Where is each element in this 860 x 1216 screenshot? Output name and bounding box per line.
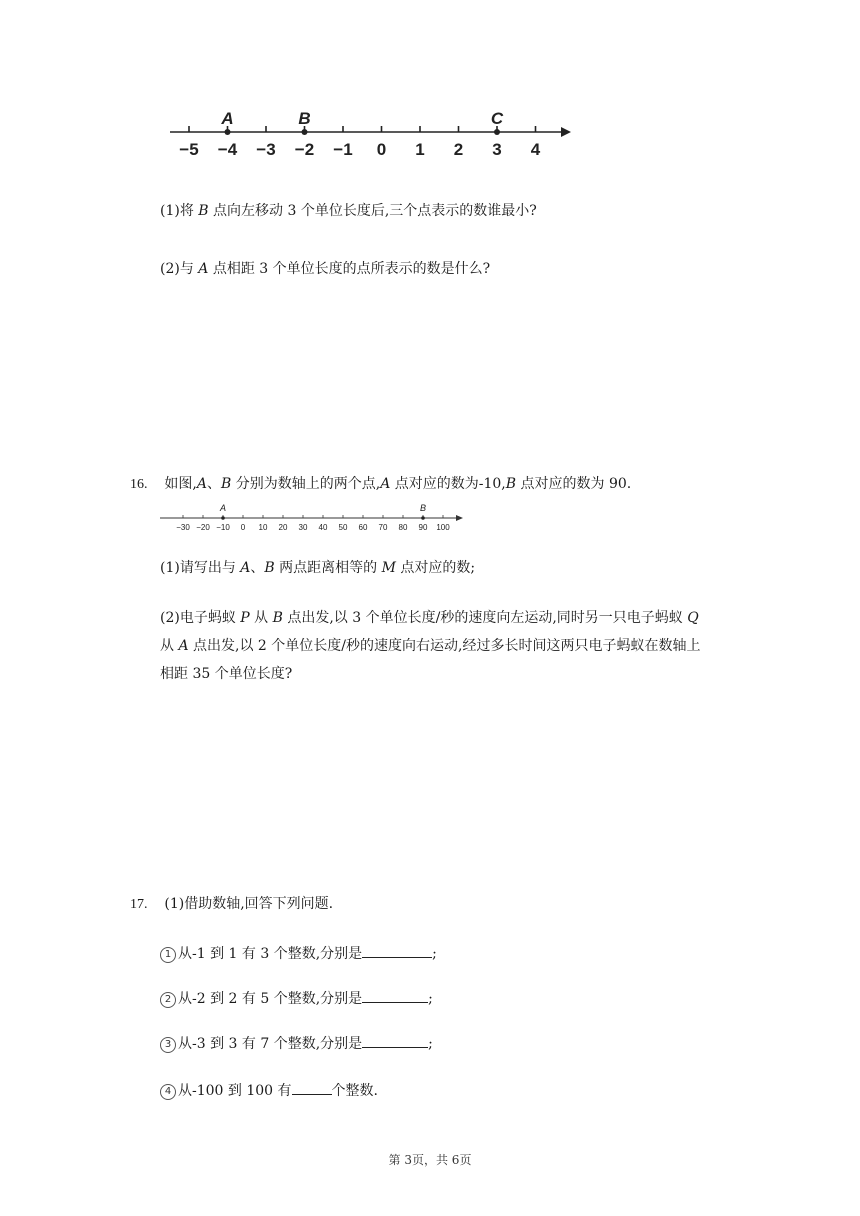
- tick-label: 60: [358, 523, 368, 532]
- tick-label: −30: [176, 523, 190, 532]
- tick-label: 3: [492, 140, 502, 159]
- q16-part1-var: A: [240, 560, 251, 576]
- tick-label: 1: [415, 140, 425, 159]
- tick-label: −10: [216, 523, 230, 532]
- tick-label: −4: [217, 140, 238, 159]
- tick-label: 70: [378, 523, 388, 532]
- tick-label: −5: [179, 140, 199, 159]
- tick-label: 80: [398, 523, 408, 532]
- q17-item-end: 个整数.: [331, 1083, 378, 1099]
- tick-label: 30: [298, 523, 308, 532]
- point-b: [421, 516, 425, 520]
- q15-part1: [160, 200, 537, 220]
- circled-number-icon: 3: [160, 1037, 176, 1053]
- q16-part2-line1: [160, 607, 699, 627]
- tick-label: 0: [240, 523, 246, 532]
- q16-part2-text: 从: [249, 610, 273, 626]
- q15-part2-text-b: 点相距 3 个单位长度的点所表示的数是什么?: [208, 261, 491, 277]
- answer-blank[interactable]: [292, 1080, 332, 1095]
- q16-part2-var: B: [272, 610, 283, 626]
- q16-part2-text: 点出发,以 3 个单位长度/秒的速度向左运动,同时另一只电子蚂蚁: [282, 610, 688, 626]
- q15-part2: [160, 258, 490, 278]
- q16-part2-var: Q: [687, 610, 699, 626]
- q15-part2-var: A: [198, 261, 209, 277]
- point-label-b: B: [298, 109, 311, 128]
- q17-item-3: [160, 1033, 433, 1053]
- tick-label: −3: [256, 140, 276, 159]
- tick-label: 10: [258, 523, 268, 532]
- q16-stem-var: B: [505, 476, 517, 492]
- q17-stem: [130, 893, 333, 913]
- q16-stem-var: A: [196, 476, 207, 492]
- tick-label: 100: [436, 523, 450, 532]
- point-c: [494, 129, 500, 135]
- tick-label: −1: [333, 140, 353, 159]
- q17-item-text: 从-3 到 3 有 7 个整数,分别是: [178, 1036, 363, 1052]
- q16-part1: [160, 557, 475, 577]
- tick-label: 40: [318, 523, 328, 532]
- q16-part1-text: 点对应的数;: [395, 560, 476, 576]
- circled-number-icon: 2: [160, 992, 176, 1008]
- page-footer: 第 3页，共 6页: [388, 1153, 472, 1167]
- answer-blank[interactable]: [362, 988, 428, 1003]
- number-line-2: [158, 500, 468, 536]
- q16-number: 16.: [130, 477, 148, 492]
- number-line-1-arrow: [561, 127, 571, 137]
- q16-stem-part: 如图,: [164, 476, 197, 492]
- q16-part1-var: B: [264, 560, 275, 576]
- point-b: [302, 129, 308, 135]
- q16-part2-text: 点出发,以 2 个单位长度/秒的速度向右运动,经过多长时间这两只电子蚂蚁在数轴上: [188, 638, 701, 654]
- circled-number-icon: 4: [160, 1084, 176, 1100]
- q17-item-text: 从-100 到 100 有: [178, 1083, 292, 1099]
- point-label-b: B: [419, 503, 427, 513]
- tick-label: 0: [376, 140, 387, 159]
- q15-part1-var: B: [198, 203, 209, 219]
- q17-item-end: ;: [428, 991, 433, 1007]
- answer-blank[interactable]: [362, 943, 432, 958]
- number-line-2-arrow: [456, 515, 463, 521]
- q17-item-4: [160, 1080, 378, 1100]
- q16-stem-part: 、: [206, 476, 221, 492]
- tick-label: −20: [196, 523, 210, 532]
- q16-part2-var: A: [178, 638, 189, 654]
- tick-label: 90: [418, 523, 428, 532]
- tick-label: 50: [338, 523, 348, 532]
- q17-item-end: ;: [428, 1036, 433, 1052]
- q16-part1-var: M: [381, 560, 396, 576]
- q16-part2-text: (2)电子蚂蚁: [160, 610, 241, 626]
- tick-label: 4: [530, 140, 541, 159]
- point-label-c: C: [490, 109, 504, 128]
- q16-part2-text: 从: [160, 638, 179, 654]
- point-a: [221, 516, 225, 520]
- q16-stem-var: A: [380, 476, 391, 492]
- q16-stem-var: B: [220, 476, 232, 492]
- q17-item-1: [160, 943, 437, 963]
- q16-part1-text: 两点距离相等的: [274, 560, 382, 576]
- q16-part2-text: 相距 35 个单位长度?: [160, 666, 293, 682]
- answer-blank[interactable]: [362, 1033, 428, 1048]
- q17-item-text: 从-1 到 1 有 3 个整数,分别是: [178, 946, 363, 962]
- q16-stem-part: 点对应的数为-10,: [390, 476, 506, 492]
- q16-part1-text: 、: [250, 560, 265, 576]
- q17-item-2: [160, 988, 433, 1008]
- circled-number-icon: 1: [160, 947, 176, 963]
- q15-part1-text-b: 点向左移动 3 个单位长度后,三个点表示的数谁最小?: [208, 203, 537, 219]
- point-a: [225, 129, 231, 135]
- number-line-1: [165, 100, 585, 170]
- q16-part2-line2: [160, 635, 700, 655]
- q16-part2-line3: [160, 663, 292, 683]
- q15-part2-text-a: (2)与: [160, 261, 199, 277]
- q16-stem-part: 点对应的数为 90.: [516, 476, 632, 492]
- q17-item-text: 从-2 到 2 有 5 个整数,分别是: [178, 991, 363, 1007]
- q16-part2-var: P: [240, 610, 250, 626]
- point-label-a: A: [219, 503, 227, 513]
- q16-part1-text: (1)请写出与: [160, 560, 241, 576]
- q16-stem-part: 分别为数轴上的两个点,: [231, 476, 381, 492]
- q17-number: 17.: [130, 897, 148, 912]
- tick-label: 2: [453, 140, 464, 159]
- q15-part1-text-a: (1)将: [160, 203, 199, 219]
- q17-stem-text: (1)借助数轴,回答下列问题.: [164, 896, 334, 912]
- q16-stem: [130, 473, 631, 493]
- tick-label: 20: [278, 523, 288, 532]
- tick-label: −2: [294, 140, 315, 159]
- q17-item-end: ;: [432, 946, 437, 962]
- point-label-a: A: [221, 109, 234, 128]
